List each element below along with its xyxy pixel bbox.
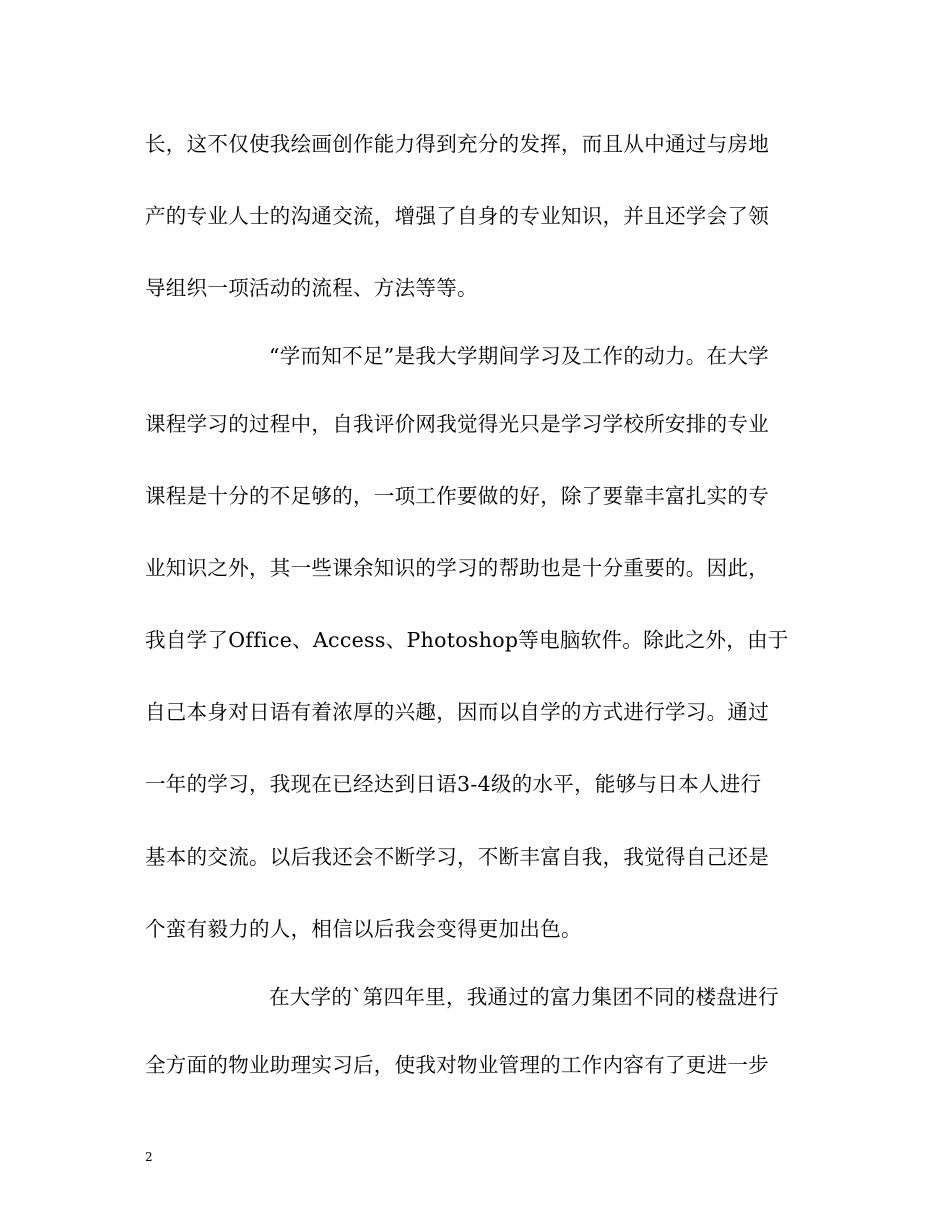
text-line: 产的专业人士的沟通交流，增强了自身的专业知识，并且还学会了领 [145,204,769,228]
text-line: 全方面的物业助理实习后，使我对物业管理的工作内容有了更进一步 [145,1053,769,1077]
paragraph-start-line: “学而知不足”是我大学期间学习及工作的动力。在大学 [269,344,769,368]
text-line: 基本的交流。以后我还会不断学习，不断丰富自我，我觉得自己还是 [145,845,769,869]
text-line: 我自学了Office、Access、Photoshop等电脑软件。除此之外，由于 [145,628,789,652]
page-number: 2 [145,1150,153,1164]
text-line: 长，这不仅使我绘画创作能力得到充分的发挥，而且从中通过与房地 [145,132,769,156]
text-line: 导组织一项活动的流程、方法等等。 [145,276,478,300]
text-line: 一年的学习，我现在已经达到日语3-4级的水平，能够与日本人进行 [145,772,762,796]
text-line: 业知识之外，其一些课余知识的学习的帮助也是十分重要的。因此， [145,556,769,580]
text-line: 课程学习的过程中，自我评价网我觉得光只是学习学校所安排的专业 [145,412,769,436]
text-line: 个蛮有毅力的人，相信以后我会变得更加出色。 [145,917,582,941]
text-line: 课程是十分的不足够的，一项工作要做的好，除了要靠丰富扎实的专 [145,484,769,508]
text-line: 自己本身对日语有着浓厚的兴趣，因而以自学的方式进行学习。通过 [145,700,769,724]
paragraph-start-line: 在大学的`第四年里，我通过的富力集团不同的楼盘进行 [269,985,779,1009]
